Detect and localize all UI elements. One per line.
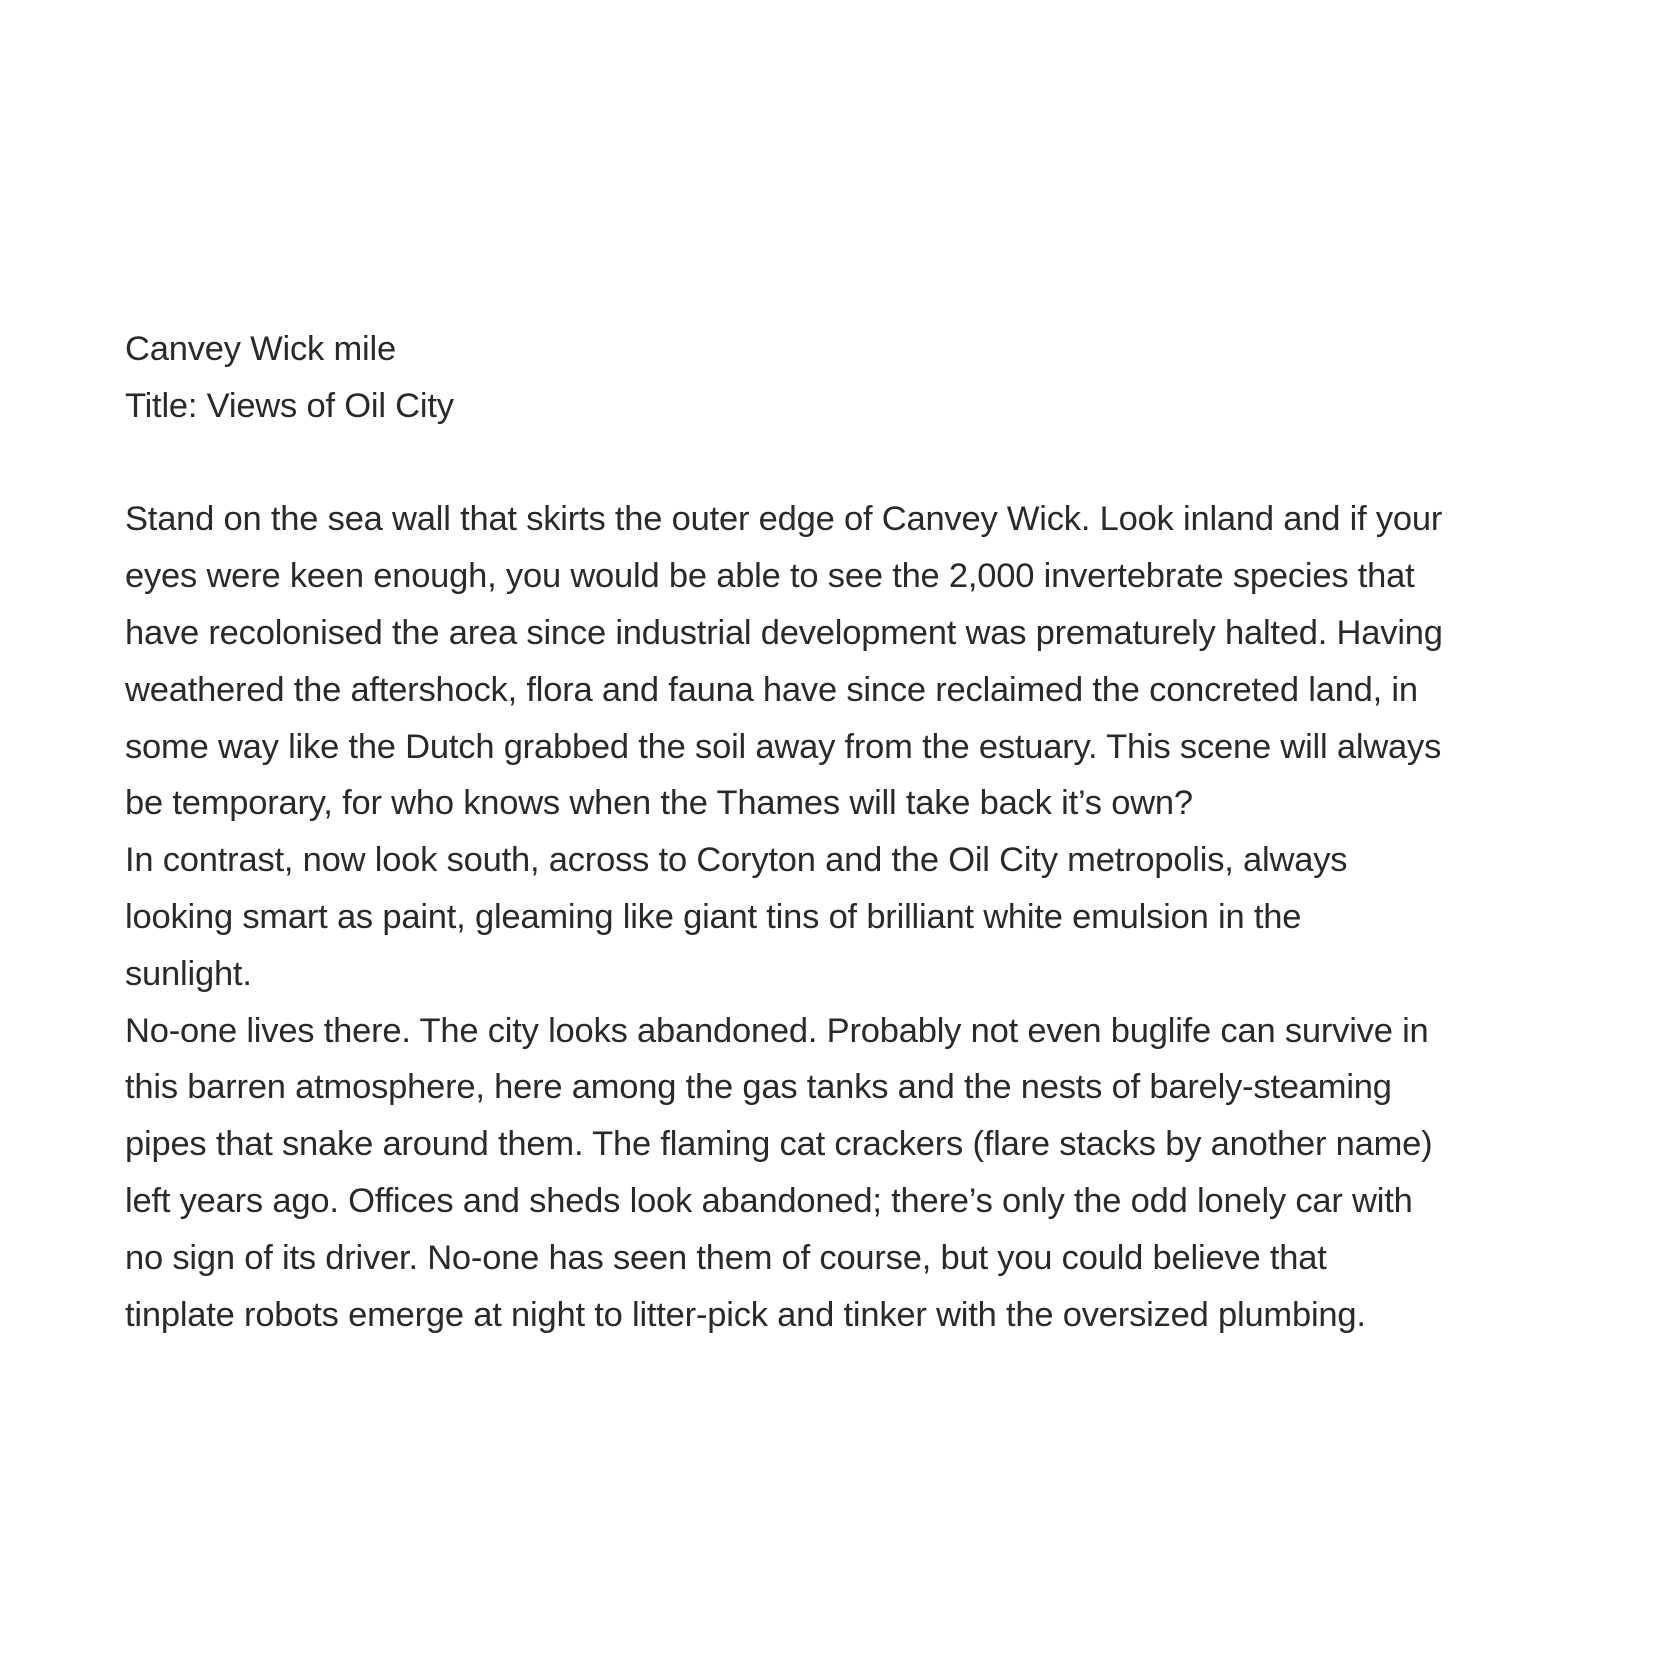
paragraph-line: In contrast, now look south, across to Coryton and the Oil City metropolis, always — [125, 841, 1348, 880]
blank-line — [125, 435, 1545, 492]
paragraph-line: pipes that snake around them. The flaming cat crackers (flare stacks by another name) — [125, 1125, 1433, 1164]
paragraph-2 — [125, 832, 1545, 1002]
paragraph-line: looking smart as paint, gleaming like giant tins of brilliant white emulsion in the — [125, 897, 1302, 936]
paragraph-line: eyes were keen enough, you would be able to see the 2,000 invertebrate species that — [125, 557, 1415, 596]
paragraph-3 — [125, 1003, 1545, 1344]
paragraph-line: Stand on the sea wall that skirts the outer edge of Canvey Wick. Look inland and if your — [125, 500, 1443, 539]
paragraph-line: sunlight. — [125, 954, 252, 993]
paragraph-line: be temporary, for who knows when the Thames will take back it’s own? — [125, 784, 1193, 823]
paragraph-line: weathered the aftershock, flora and fauna have since reclaimed the concreted land, in — [125, 670, 1418, 709]
document-title: Title: Views of Oil City — [125, 386, 454, 425]
paragraph-line: No-one lives there. The city looks abandoned. Probably not even buglife can survive in — [125, 1011, 1429, 1050]
document-heading: Canvey Wick mile — [125, 330, 396, 368]
document-body — [125, 321, 1545, 1343]
paragraph-line: no sign of its driver. No-one has seen them of course, but you could believe that — [125, 1238, 1327, 1277]
paragraph-line: tinplate robots emerge at night to litter-pick and tinker with the oversized plumbing. — [125, 1295, 1366, 1334]
paragraph-line: have recolonised the area since industrial development was prematurely halted. Having — [125, 613, 1443, 652]
paragraph-line: left years ago. Offices and sheds look abandoned; there’s only the odd lonely car with — [125, 1181, 1413, 1220]
paragraph-line: this barren atmosphere, here among the gas tanks and the nests of barely-steaming — [125, 1068, 1392, 1107]
paragraph-1 — [125, 491, 1545, 832]
paragraph-line: some way like the Dutch grabbed the soil away from the estuary. This scene will always — [125, 727, 1442, 766]
